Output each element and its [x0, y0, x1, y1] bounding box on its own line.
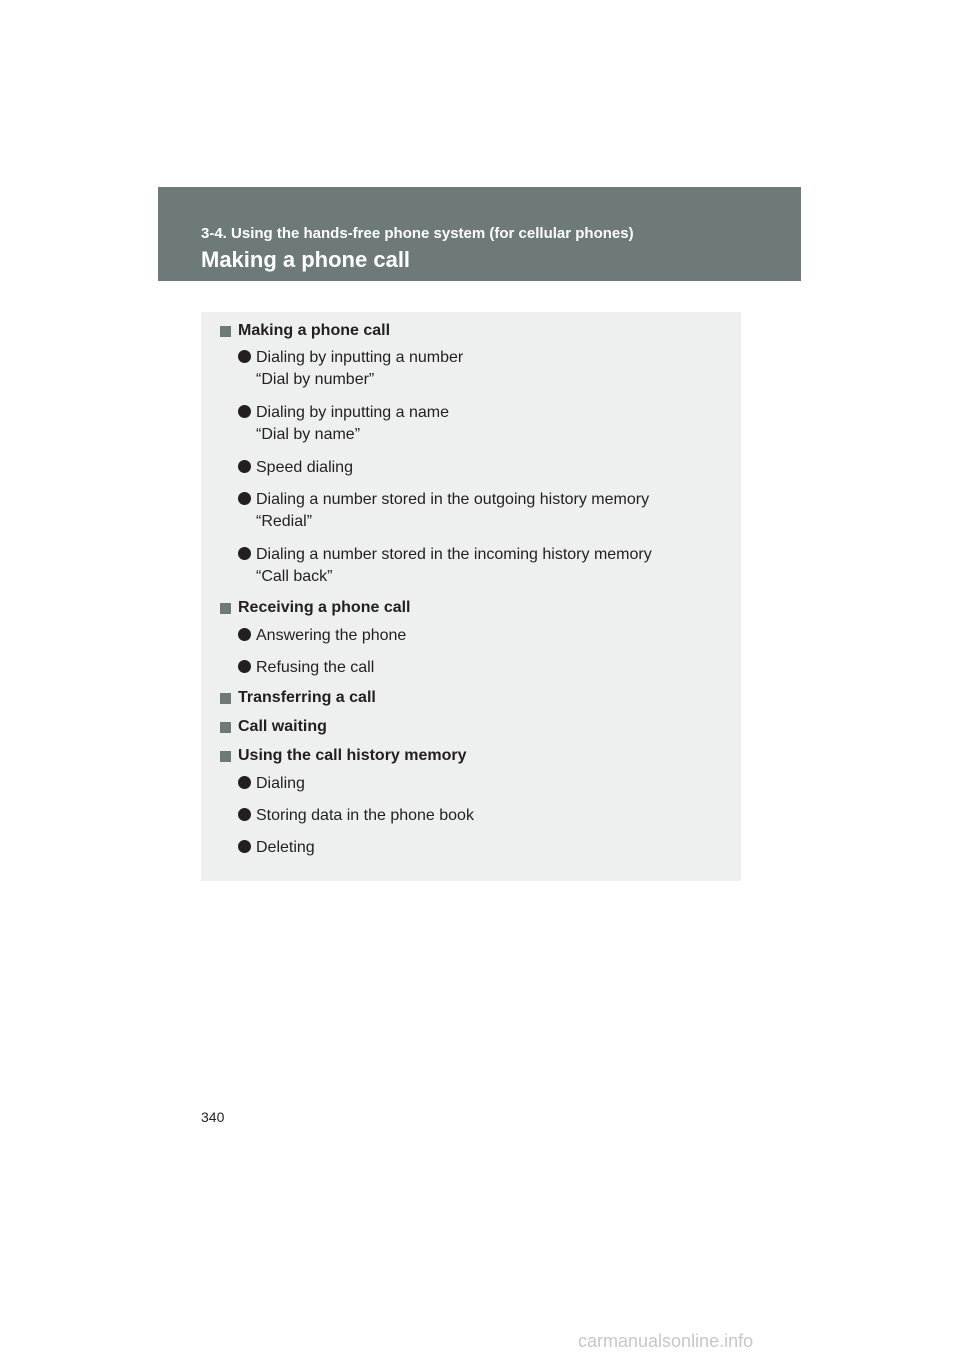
list-item: [238, 837, 315, 859]
topic-call-waiting: [220, 718, 327, 736]
header-band: [158, 187, 801, 281]
bullet-icon: [238, 660, 251, 673]
square-bullet-icon: [220, 326, 231, 337]
item-text: Speed dialing: [256, 459, 353, 476]
item-text: Deleting: [256, 839, 315, 856]
topic-label: Using the call history memory: [238, 747, 467, 764]
item-text: Refusing the call: [256, 659, 375, 676]
list-item: [238, 657, 374, 679]
item-text: Dialing by inputting a name: [256, 404, 450, 421]
square-bullet-icon: [220, 693, 231, 704]
contents-box: [201, 312, 741, 881]
square-bullet-icon: [220, 751, 231, 762]
bullet-icon: [238, 840, 251, 853]
item-subtext: “Redial”: [256, 513, 313, 530]
topic-using-call-history-memory: [220, 747, 467, 765]
item-text: Dialing a number stored in the incoming history memory: [256, 546, 652, 563]
square-bullet-icon: [220, 722, 231, 733]
topic-label: Receiving a phone call: [238, 599, 411, 616]
list-item: [238, 625, 406, 647]
item-text: Dialing a number stored in the outgoing history memory: [256, 491, 650, 508]
item-text: Dialing: [256, 775, 305, 792]
item-text: Answering the phone: [256, 627, 407, 644]
bullet-icon: [238, 460, 251, 473]
list-item: [238, 402, 449, 446]
item-text: Dialing by inputting a number: [256, 349, 464, 366]
bullet-icon: [238, 628, 251, 641]
bullet-icon: [238, 808, 251, 821]
section-label: 3-4. Using the hands-free phone system (for cellular phones): [201, 225, 634, 242]
bullet-icon: [238, 547, 251, 560]
item-subtext: “Dial by number”: [256, 371, 375, 388]
topic-transferring-a-call: [220, 689, 376, 707]
list-item: [238, 805, 474, 827]
list-item: [238, 544, 652, 588]
topic-receiving-a-phone-call: [220, 599, 411, 617]
bullet-icon: [238, 405, 251, 418]
topic-label: Making a phone call: [238, 322, 391, 339]
topic-making-a-phone-call: [220, 322, 390, 340]
bullet-icon: [238, 350, 251, 363]
item-text: Storing data in the phone book: [256, 807, 474, 824]
page-title: Making a phone call: [201, 247, 411, 272]
bullet-icon: [238, 776, 251, 789]
bullet-icon: [238, 492, 251, 505]
topic-label: Call waiting: [238, 718, 327, 735]
list-item: [238, 773, 305, 795]
item-subtext: “Call back”: [256, 568, 333, 585]
watermark: carmanualsonline.info: [578, 1331, 754, 1351]
square-bullet-icon: [220, 603, 231, 614]
list-item: [238, 347, 463, 391]
item-subtext: “Dial by name”: [256, 426, 361, 443]
list-item: [238, 457, 353, 479]
topic-label: Transferring a call: [238, 689, 376, 706]
list-item: [238, 489, 649, 533]
page-number: 340: [201, 1109, 225, 1125]
